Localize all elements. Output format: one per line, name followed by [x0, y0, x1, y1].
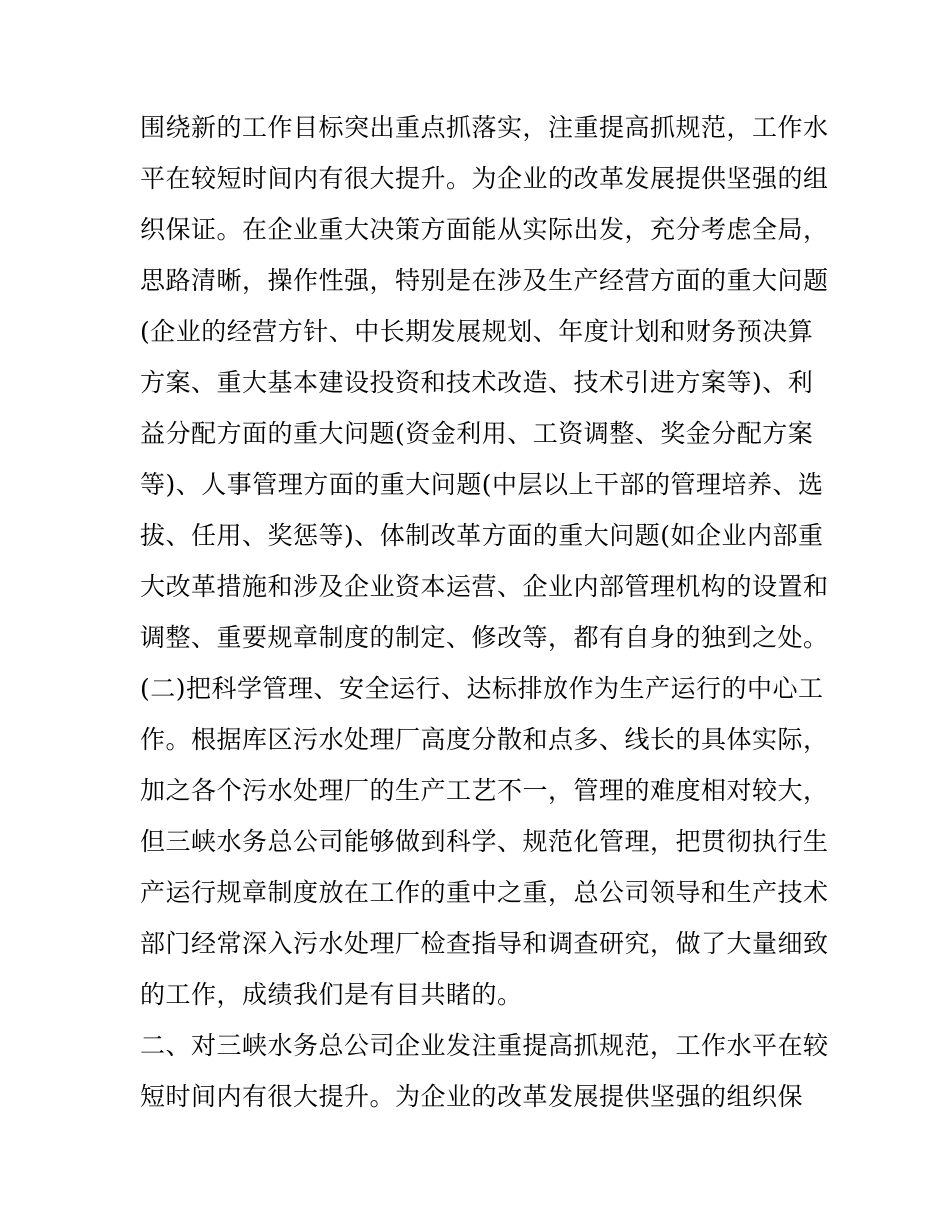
- text-line: 产运行规章制度放在工作的重中之重，总公司领导和生产技术: [140, 878, 829, 907]
- text-line: 平在较短时间内有很大提升。为企业的改革发展提供坚强的组: [140, 164, 829, 193]
- text-line: 围绕新的工作目标突出重点抓落实，注重提高抓规范，工作水: [140, 113, 829, 142]
- text-line: 等)、人事管理方面的重大问题(中层以上干部的管理培养、选: [140, 470, 824, 499]
- text-line: 短时间内有很大提升。为企业的改革发展提供坚强的组织保: [140, 1082, 804, 1111]
- text-line: 织保证。在企业重大决策方面能从实际出发，充分考虑全局，: [140, 215, 829, 244]
- text-line: (二)把科学管理、安全运行、达标排放作为生产运行的中心工: [140, 674, 824, 703]
- text-line: 调整、重要规章制度的制定、修改等，都有自身的独到之处。: [140, 623, 829, 652]
- text-line: (企业的经营方针、中长期发展规划、年度计划和财务预决算: [140, 317, 814, 346]
- body-text: [140, 102, 829, 1122]
- text-line: 作。根据库区污水处理厂高度分散和点多、线长的具体实际，: [140, 725, 829, 754]
- text-line: 加之各个污水处理厂的生产工艺不一，管理的难度相对较大，: [140, 776, 829, 805]
- text-line: 的工作，成绩我们是有目共睹的。: [140, 980, 523, 1009]
- text-line: 拔、任用、奖惩等)、体制改革方面的重大问题(如企业内部重: [140, 521, 824, 550]
- text-line: 二、对三峡水务总公司企业发注重提高抓规范，工作水平在较: [140, 1031, 829, 1060]
- text-line: 益分配方面的重大问题(资金利用、工资调整、奖金分配方案: [140, 419, 814, 448]
- text-line: 思路清晰，操作性强，特别是在涉及生产经营方面的重大问题: [140, 266, 829, 295]
- text-line: 方案、重大基本建设投资和技术改造、技术引进方案等)、利: [140, 368, 814, 397]
- text-line: 部门经常深入污水处理厂检查指导和调查研究，做了大量细致: [140, 929, 829, 958]
- text-line: 但三峡水务总公司能够做到科学、规范化管理，把贯彻执行生: [140, 827, 829, 856]
- text-line: 大改革措施和涉及企业资本运营、企业内部管理机构的设置和: [140, 572, 829, 601]
